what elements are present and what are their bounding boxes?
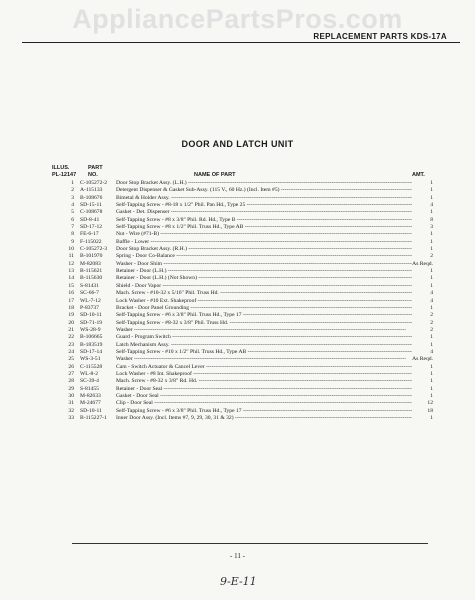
part-number: B-106665 — [80, 334, 103, 341]
part-number: C-105272-2 — [80, 180, 108, 186]
part-number: B-115227-1 — [80, 415, 107, 421]
part-number: SD-10-11 — [80, 312, 102, 319]
part-number: SD-17-12 — [80, 224, 103, 231]
part-number: SC-39-4 — [80, 378, 99, 385]
parts-row — [52, 378, 412, 385]
amt-column-header: AMT. — [412, 172, 425, 178]
part-name: Bracket - Door Panel Grounding ----- — [116, 305, 412, 312]
part-name: Door Stop Bracket Assy. (L.H.) ----- — [116, 180, 412, 187]
part-header-label: PART — [88, 165, 103, 171]
illus-number: 18 — [68, 304, 74, 311]
part-amount: 1 — [430, 268, 433, 275]
parts-row — [52, 386, 412, 393]
illus-number: 5 — [71, 209, 74, 216]
parts-row — [52, 393, 412, 400]
illus-number: 7 — [71, 224, 74, 231]
illus-number: 30 — [68, 392, 74, 399]
part-amount: 1 — [430, 370, 433, 377]
part-number: S-81431 — [80, 282, 99, 289]
part-name: Inner Door Assy. (Incl. Items #7, 9, 29, 30, 31 & 32) ----- — [116, 415, 412, 422]
amounts-column — [388, 180, 433, 422]
illus-column-header — [52, 165, 76, 179]
part-amount: 1 — [430, 282, 433, 289]
illus-number: 17 — [68, 297, 74, 304]
parts-row — [52, 224, 412, 231]
parts-row — [52, 327, 412, 334]
part-name: Washer ----- — [116, 356, 412, 363]
part-amount: 2 — [430, 326, 433, 333]
part-amount: 3 — [430, 224, 433, 231]
part-name: Self-Tapping Screw - #8 x 1/2" Phil. Truss Hd., Type AB ----- — [116, 224, 412, 231]
part-name: Mach. Screw - #10-32 x 5/16" Phil. Truss Hd. ----- — [116, 290, 412, 297]
part-amount: 2 — [430, 312, 433, 319]
parts-row — [52, 217, 412, 224]
illus-number: 22 — [68, 334, 74, 341]
part-name: Clip - Door Seal ----- — [116, 400, 412, 407]
footer-rule — [72, 543, 428, 544]
name-column-header: NAME OF PART — [194, 172, 236, 178]
part-name: Baffle - Lower ----- — [116, 239, 412, 246]
handwritten-note: 9-E-11 — [220, 575, 257, 588]
illus-number: 3 — [71, 194, 74, 201]
part-number: SD-8-41 — [80, 216, 100, 223]
part-name: Latch Mechanism Assy. ----- — [116, 342, 412, 349]
illus-number: 1 — [71, 180, 74, 186]
illus-number: 25 — [68, 356, 74, 363]
parts-row — [52, 342, 412, 349]
part-name: Gasket - Door Seal ----- — [116, 393, 412, 400]
part-amount: 1 — [430, 334, 433, 341]
part-number: P-83737 — [80, 304, 99, 311]
part-number: M-82083 — [80, 260, 101, 267]
parts-row — [52, 231, 412, 238]
parts-row — [52, 283, 412, 290]
part-number: B-115621 — [80, 268, 103, 275]
parts-row — [52, 202, 412, 209]
part-amount: As Reqd. — [412, 356, 433, 363]
part-name: Retainer - Door Seal ----- — [116, 386, 412, 393]
part-amount: As Reqd. — [412, 260, 433, 267]
part-name: Self-Tapping Screw - #8-32 x 3/8" Phil. Truss Hd. ----- — [116, 320, 412, 327]
part-number: B-108676 — [80, 194, 103, 201]
illus-number: 16 — [68, 290, 74, 297]
part-header-number: NO. — [88, 172, 98, 178]
part-name: Self-Tapping Screw - #8-18 x 1/2" Phil. Pan Hd., Type 25 ----- — [116, 202, 412, 209]
illus-number: 32 — [68, 407, 74, 414]
parts-row — [52, 298, 412, 305]
part-number: FE-6-17 — [80, 231, 99, 238]
part-number: F-115022 — [80, 238, 102, 245]
part-amount: 4 — [430, 202, 433, 209]
parts-row — [52, 239, 412, 246]
part-number: B-183519 — [80, 341, 103, 348]
part-number: C-108678 — [80, 209, 103, 216]
part-number: B-101970 — [80, 253, 103, 260]
parts-list — [52, 180, 412, 422]
part-name: Self-Tapping Screw - #8 x 3/8" Phil. Rd. Hd., Type B ----- — [116, 217, 412, 224]
part-number: SD-10-11 — [80, 407, 102, 414]
part-column-header — [88, 165, 103, 179]
part-amount: 18 — [427, 407, 433, 414]
illus-number: 13 — [68, 268, 74, 275]
part-name: Spring - Door Co-Balance ----- — [116, 253, 412, 260]
parts-row — [52, 356, 412, 363]
part-name: Washer ----- — [116, 327, 412, 334]
parts-row — [52, 275, 412, 282]
illus-number: 29 — [68, 385, 74, 392]
parts-row — [52, 400, 412, 407]
part-number: A-115133 — [80, 187, 103, 194]
part-amount: 2 — [430, 253, 433, 260]
part-name: Detergent Dispenser & Gasket Sub-Assy. (115 V., 60 Hz.) (Incl. Item #5) ----- — [116, 187, 412, 194]
part-number: WL-7-12 — [80, 297, 101, 304]
illus-number: 2 — [71, 187, 74, 194]
part-amount: 12 — [427, 400, 433, 407]
document-header: REPLACEMENT PARTS KDS-17A — [313, 32, 447, 41]
part-amount: 4 — [430, 290, 433, 297]
part-amount: 1 — [430, 231, 433, 238]
part-amount: 1 — [430, 341, 433, 348]
part-amount: 8 — [430, 216, 433, 223]
illus-number: 24 — [68, 348, 74, 355]
illus-number: 8 — [71, 231, 74, 238]
parts-row — [52, 312, 412, 319]
part-amount: 1 — [430, 378, 433, 385]
parts-row — [52, 320, 412, 327]
part-name: Washer - Door Shim ----- — [116, 261, 412, 268]
part-amount: 4 — [430, 297, 433, 304]
parts-row — [52, 364, 412, 371]
parts-row — [52, 268, 412, 275]
parts-row — [52, 415, 412, 422]
illus-number: 6 — [71, 216, 74, 223]
illus-number: 12 — [68, 260, 74, 267]
header-rule — [22, 42, 460, 43]
part-name: Lock Washer - #8 Int. Shakeproof ----- — [116, 371, 412, 378]
illus-number: 27 — [68, 370, 74, 377]
illus-number: 9 — [71, 238, 74, 245]
part-number: WS-3-51 — [80, 356, 101, 363]
part-amount: 1 — [430, 363, 433, 370]
part-number: S-81455 — [80, 385, 99, 392]
part-name: Bimetal & Holder Assy. ----- — [116, 195, 412, 202]
part-number: SD-15-11 — [80, 202, 102, 209]
part-number: SD-71-19 — [80, 319, 103, 326]
illus-number: 14 — [68, 275, 74, 282]
part-name: Self-Tapping Screw - #10 x 1/2" Phil. Truss Hd., Type AB ----- — [116, 349, 412, 356]
parts-row — [52, 187, 412, 194]
part-amount: 1 — [430, 238, 433, 245]
parts-row — [52, 180, 412, 187]
part-amount: 1 — [430, 187, 433, 194]
illus-number: 15 — [68, 282, 74, 289]
watermark: AppliancePartsPros.com — [72, 4, 403, 34]
illus-number: 19 — [68, 312, 74, 319]
part-name: Guard - Program Switch ----- — [116, 334, 412, 341]
illus-number: 10 — [68, 246, 74, 253]
part-name: Gasket - Det. Dispenser ----- — [116, 209, 412, 216]
part-name: Self-Tapping Screw - #6 x 3/8" Phil. Truss Hd., Type 17 ----- — [116, 408, 412, 415]
illus-number: 33 — [68, 415, 74, 421]
section-title: DOOR AND LATCH UNIT — [181, 139, 294, 149]
part-name: Door Stop Bracket Assy. (R.H.) ----- — [116, 246, 412, 253]
part-name: Shield - Door Vapor ----- — [116, 283, 412, 290]
part-name: Lock Washer - #10 Ext. Shakeproof ----- — [116, 298, 412, 305]
illus-header-label: ILLUS. — [52, 165, 70, 171]
part-number: C-105272-3 — [80, 246, 108, 253]
part-name: Cam - Switch Actuator & Cancel Lever ----- — [116, 364, 412, 371]
parts-row — [52, 246, 412, 253]
parts-row — [52, 261, 412, 268]
part-number: WS-28-9 — [80, 326, 101, 333]
illus-number: 21 — [68, 326, 74, 333]
part-amount: 1 — [430, 246, 433, 253]
parts-row — [52, 334, 412, 341]
part-amount: 1 — [430, 180, 433, 186]
part-amount: 1 — [430, 209, 433, 216]
part-amount: 1 — [430, 275, 433, 282]
part-number: WL-8-2 — [80, 370, 99, 377]
part-name: Nut - Wire (#71-B) ----- — [116, 231, 412, 238]
parts-row — [52, 195, 412, 202]
parts-row — [52, 290, 412, 297]
parts-row — [52, 349, 412, 356]
illus-number: 20 — [68, 319, 74, 326]
illus-number: 31 — [68, 400, 74, 407]
part-number: SC-66-7 — [80, 290, 99, 297]
part-amount: 1 — [430, 392, 433, 399]
part-number: M-82633 — [80, 392, 101, 399]
part-number: SD-17-14 — [80, 348, 103, 355]
part-amount: 4 — [430, 348, 433, 355]
part-number: M-24677 — [80, 400, 101, 407]
parts-row — [52, 371, 412, 378]
illus-header-number: PL-12147 — [52, 172, 77, 178]
part-name: Retainer - Door (L.H.) ----- — [116, 268, 412, 275]
page-number: - 11 - — [230, 552, 245, 560]
part-number: B-115630 — [80, 275, 103, 282]
part-name: Retainer - Door (L.H.) (Not Shown) ----- — [116, 275, 412, 282]
parts-row — [52, 305, 412, 312]
part-amount: 1 — [430, 415, 433, 421]
illus-number: 28 — [68, 378, 74, 385]
illus-number: 23 — [68, 341, 74, 348]
part-amount: 2 — [430, 319, 433, 326]
parts-row — [52, 253, 412, 260]
illus-number: 4 — [71, 202, 74, 209]
illus-number: 26 — [68, 363, 74, 370]
part-name: Mach. Screw - #8-32 x 3/8" Rd. Hd. ----- — [116, 378, 412, 385]
illus-number: 11 — [68, 253, 74, 260]
part-amount: 1 — [430, 194, 433, 201]
parts-row — [52, 209, 412, 216]
part-amount: 1 — [430, 385, 433, 392]
part-number: C-115528 — [80, 363, 103, 370]
part-name: Self-Tapping Screw - #6 x 3/8" Phil. Truss Hd., Type 17 ----- — [116, 312, 412, 319]
parts-row — [52, 408, 412, 415]
part-amount: 1 — [430, 304, 433, 311]
